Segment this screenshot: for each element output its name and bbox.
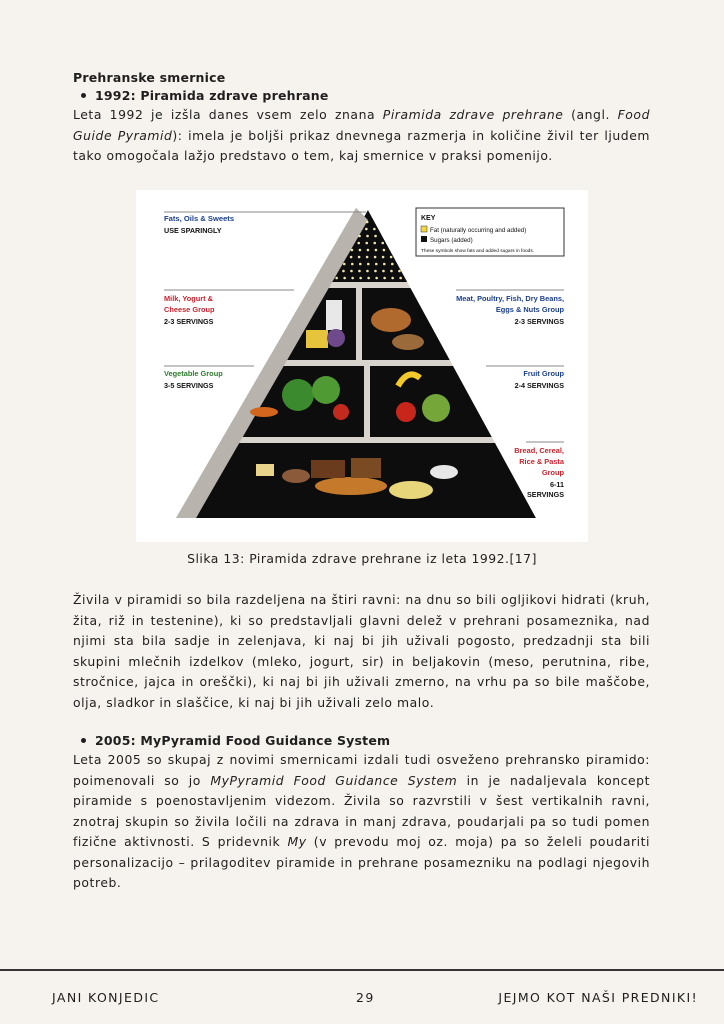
para1-text-d: Food Guide Pyramid — [73, 107, 650, 143]
meat-label-1: Meat, Poultry, Fish, Dry Beans, — [456, 294, 564, 303]
section-title: Prehranske smernice — [73, 70, 226, 85]
para3-text-c: in je nadaljevala koncept piramide s poenostavljenim videzom. Živila so razvrstili v šest vertikalnih ravni, znotraj skupin so živila ločili na zdrava in manj zdrava, poudarjali pa so tudi pomen fizične aktivnosti. S pridevnik — [73, 772, 650, 849]
page-content — [73, 70, 650, 167]
para1-text-b: Piramida zdrave prehrane — [382, 107, 564, 122]
paragraph-1992 — [73, 105, 650, 167]
key-title: KEY — [421, 215, 436, 222]
fruit-label: Fruit Group — [523, 369, 564, 378]
milk-servings: 2-3 SERVINGS — [164, 317, 214, 326]
milk-label-1: Milk, Yogurt & — [164, 294, 213, 303]
bread-label-3: Group — [541, 468, 564, 477]
bread-servings-2: SERVINGS — [526, 490, 564, 499]
figure-caption: Slika 13: Piramida zdrave prehrane iz leta 1992.[17] — [187, 551, 537, 566]
bread-label-1: Bread, Cereal, — [514, 446, 564, 455]
paragraph-2005 — [73, 750, 650, 894]
para3-text-e: (v prevodu moj oz. moja) pa so želeli poudariti personalizacijo – prilagoditev piramide in prehrane posamezniku na podlagi njegovih potreb. — [73, 834, 651, 890]
veg-servings: 3-5 SERVINGS — [164, 381, 214, 390]
key-fat: Fat (naturally occurring and added) — [430, 227, 527, 234]
sugar-symbol-icon — [421, 236, 427, 242]
footer-author: JANI KONJEDIC — [52, 990, 160, 1005]
para1-text-a: Leta 1992 je izšla danes vsem zelo znana — [73, 107, 383, 122]
food-pyramid-image — [136, 190, 588, 542]
meat-servings: 2-3 SERVINGS — [514, 317, 564, 326]
paragraph-levels: Živila v piramidi so bila razdeljena na štiri ravni: na dnu so bili ogljikovi hidrati (kruh, žita, riž in testenine), ki so predstavljali glavni delež v prehrani posameznika, nad njimi sta bila sadje in zelenjava, ki naj bi jih uživali pogosto, predzadnji sta bili skupini mlečnih izdelkov (mleko, jogurt, sir) in beljakovin (meso, perutnina, ribe, stročnice, jajca in oreščki), ki naj bi jih uživali zmerno, na vrhu pa so bile maščobe, olja, sladkor in slaščice, ki naj bi jih uživali zelo malo. — [73, 592, 650, 710]
footer-page-number: 29 — [356, 990, 375, 1005]
milk-label-2: Cheese Group — [164, 305, 215, 314]
veg-label: Vegetable Group — [164, 369, 223, 378]
para3-text-b: MyPyramid Food Guidance System — [210, 772, 458, 788]
fruit-servings: 2-4 SERVINGS — [514, 381, 564, 390]
para3-text-d: My — [287, 834, 307, 849]
footer-title: JEJMO KOT NAŠI PREDNIKI! — [498, 990, 698, 1005]
meat-label-2: Eggs & Nuts Group — [495, 305, 564, 314]
bullet-dot-icon — [81, 93, 86, 98]
fats-servings: USE SPARINGLY — [164, 226, 222, 235]
fat-symbol-icon — [421, 226, 427, 232]
bullet-1992-label: 1992: Piramida zdrave prehrane — [95, 88, 329, 103]
bullet-2005 — [73, 733, 650, 748]
key-sugar: Sugars (added) — [430, 237, 473, 244]
bread-label-2: Rice & Pasta — [519, 457, 564, 466]
bullet-dot-icon — [81, 738, 86, 743]
bullet-2005-label: 2005: MyPyramid Food Guidance System — [95, 733, 391, 748]
paragraph-levels-wrap — [73, 590, 650, 713]
fats-label: Fats, Oils & Sweets — [164, 214, 235, 223]
key-note: These symbols show fats and added sugars in foods. — [421, 249, 535, 254]
bullet-1992 — [73, 88, 650, 103]
para1-text-e: ): imela je boljši prikaz dnevnega razmerja in količine živil ter ljudem tako omogočala lažjo predstavo o tem, kaj smernice v praksi pomenijo. — [73, 127, 650, 163]
bread-servings-1: 6-11 — [550, 480, 564, 489]
footer-divider — [0, 969, 724, 971]
para3-text-a: Leta 2005 so skupaj z novimi smernicami izdali tudi osveženo prehransko piramido: poimenovali so jo — [73, 752, 650, 788]
food-pyramid-figure — [136, 190, 588, 542]
para1-text-c: (angl. — [563, 107, 618, 122]
section-2005 — [73, 733, 650, 894]
